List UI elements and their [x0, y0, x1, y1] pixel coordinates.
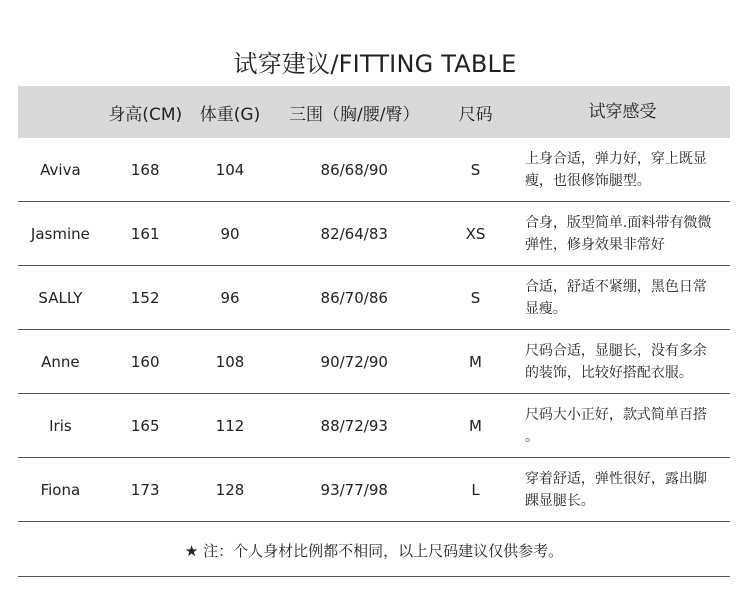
note-line: 瘦，也很修饰腿型。 [524, 172, 651, 189]
note-line: 尺码合适，显腿长，没有多余 [524, 342, 707, 359]
cell-notes [515, 148, 730, 192]
header-height: 身高(CM) [108, 104, 183, 125]
cell-height: 173 [130, 480, 160, 499]
note-line: 上身合适，弹力好，穿上既显 [524, 150, 707, 167]
note-line: 合身，版型简单.面料带有微微 [524, 214, 712, 231]
note-line: 的装饰，比较好搭配衣服。 [524, 364, 693, 381]
cell-name: Anne [41, 352, 80, 371]
cell-measurements: 86/68/90 [320, 160, 388, 179]
cell-weight: 96 [220, 288, 240, 307]
cell-height: 165 [130, 416, 160, 435]
cell-height: 152 [130, 288, 160, 307]
cell-name: Aviva [40, 160, 81, 179]
cell-measurements: 86/70/86 [320, 288, 388, 307]
cell-notes [515, 340, 730, 384]
cell-size: L [471, 480, 480, 499]
cell-weight: 108 [215, 352, 245, 371]
table-row [18, 394, 730, 458]
page-title: 试穿建议/FITTING TABLE [233, 50, 517, 78]
fitting-table [18, 86, 730, 522]
cell-measurements: 93/77/98 [320, 480, 388, 499]
note-line: 显瘦。 [524, 300, 567, 317]
table-row [18, 458, 730, 522]
cell-notes [515, 468, 730, 512]
cell-weight: 128 [215, 480, 245, 499]
cell-name: SALLY [38, 288, 83, 307]
table-row [18, 138, 730, 202]
table-row [18, 266, 730, 330]
cell-notes [515, 212, 730, 256]
note-line: 踝显腿长。 [524, 492, 595, 509]
cell-height: 160 [130, 352, 160, 371]
note-line: 弹性，修身效果非常好 [524, 236, 665, 253]
table-header [18, 86, 730, 138]
cell-size: S [470, 288, 481, 307]
cell-weight: 90 [220, 224, 240, 243]
cell-size: XS [465, 224, 486, 243]
cell-size: M [469, 416, 482, 435]
cell-notes [515, 276, 730, 320]
cell-measurements: 82/64/83 [320, 224, 388, 243]
cell-measurements: 90/72/90 [320, 352, 388, 371]
cell-height: 161 [130, 224, 160, 243]
cell-name: Iris [49, 416, 72, 435]
header-size: 尺码 [458, 104, 493, 125]
note-line: 尺码大小正好，款式简单百搭 [524, 406, 707, 423]
note-line: 穿着舒适，弹性很好，露出脚 [524, 470, 707, 487]
note-line: 合适，舒适不紧绷，黑色日常 [524, 278, 707, 295]
cell-size: M [469, 352, 482, 371]
note-line: 。 [524, 428, 539, 445]
header-weight: 体重(G) [199, 104, 261, 125]
cell-name: Fiona [40, 480, 81, 499]
header-notes: 试穿感受 [588, 102, 657, 122]
cell-measurements: 88/72/93 [320, 416, 388, 435]
header-measurements: 三围（胸/腰/臀） [289, 104, 420, 125]
table-row [18, 202, 730, 266]
cell-notes [515, 404, 730, 448]
cell-size: S [470, 160, 481, 179]
footnote: ★ 注：个人身材比例都不相同，以上尺码建议仅供参考。 [18, 524, 730, 577]
cell-weight: 104 [215, 160, 245, 179]
cell-name: Jasmine [30, 224, 90, 243]
cell-height: 168 [130, 160, 160, 179]
cell-weight: 112 [215, 416, 245, 435]
table-row [18, 330, 730, 394]
